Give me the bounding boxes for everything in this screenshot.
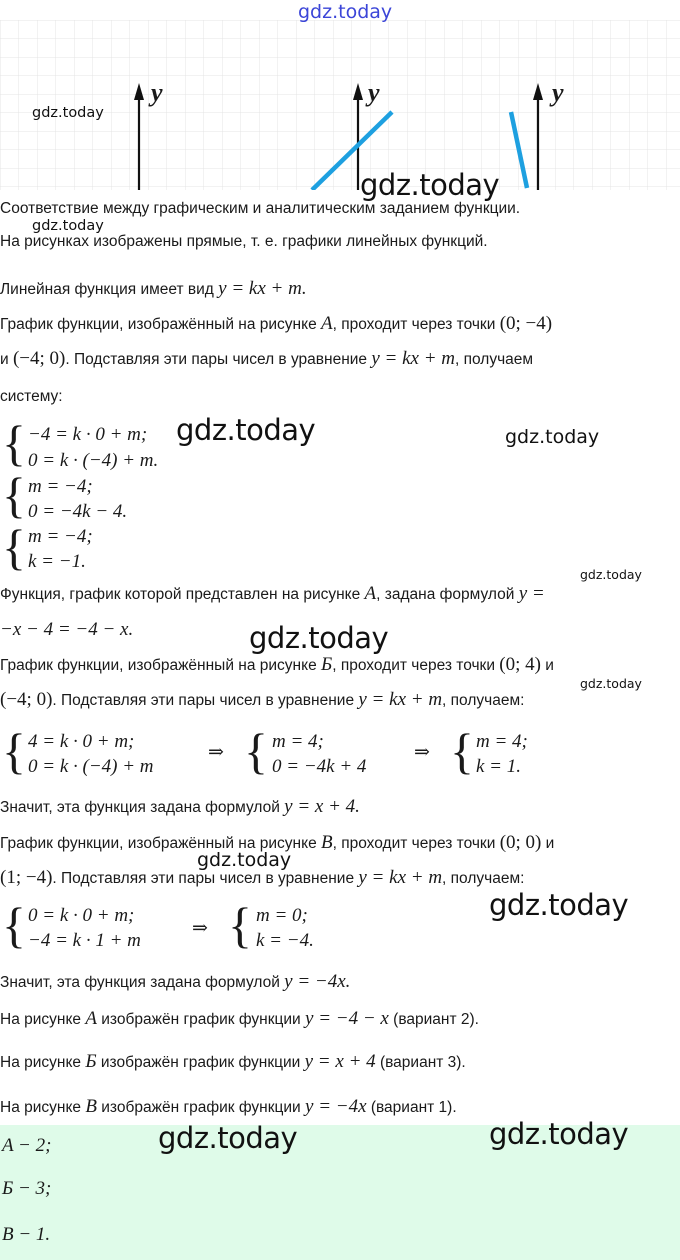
system-a-row: −4 = k · 0 + m; [28,424,148,445]
watermark: gdz.today [158,1121,298,1155]
implies-arrow: ⇒ [208,742,224,763]
system-b-row: 4 = k · 0 + m; [28,731,135,752]
brace: { [450,723,474,779]
text-line: Значит, эта функция задана формулой y = −4x. [0,971,351,992]
system-b-row: k = 1. [476,756,522,777]
text-line: График функции, изображённый на рисунке A, проходит через точки (0; −4) [0,313,553,334]
text-line: Линейная функция имеет вид y = kx + m. [0,278,307,299]
watermark: gdz.today [197,849,292,871]
watermark: gdz.today [580,567,642,582]
system-a-row: 0 = k · (−4) + m. [28,450,159,471]
brace: { [2,723,26,779]
text-line: −x − 4 = −4 − x. [0,619,134,640]
text-line: (−4; 0). Подставляя эти пары чисел в уравнение y = kx + m, получаем: [0,689,525,710]
system-c-row: 0 = k · 0 + m; [28,905,135,926]
text-line: Функция, график которой представлен на рисунке A, задана формулой y = [0,583,545,604]
implies-arrow: ⇒ [414,742,430,763]
watermark: gdz.today [505,426,600,448]
text-line: На рисунке B изображён график функции y = −4x (вариант 1). [0,1096,457,1117]
system-c-row: m = 0; [256,905,308,926]
watermark: gdz.today [249,621,389,655]
text-line: На рисунке A изображён график функции y = −4 − x (вариант 2). [0,1008,479,1029]
answer-line: A − 2; [2,1135,52,1156]
text-line: График функции, изображённый на рисунке Б, проходит через точки (0; 4) и [0,654,554,675]
implies-arrow: ⇒ [192,918,208,939]
axis-a-label: y [151,78,163,107]
brace: { [244,723,268,779]
text-line: Значит, эта функция задана формулой y = x + 4. [0,796,360,817]
brace: { [2,519,26,575]
system-c-row: −4 = k · 1 + m [28,930,141,951]
system-a-row: k = −1. [28,551,86,572]
system-b-row: 0 = −4k + 4 [272,756,367,777]
watermark: gdz.today [32,218,104,234]
text-line: На рисунках изображены прямые, т. е. графики линейных функций. [0,233,488,250]
watermark: gdz.today [176,413,316,447]
system-c-row: k = −4. [256,930,314,951]
system-a-row: m = −4; [28,526,93,547]
answer-line: B − 1. [2,1224,51,1245]
system-b-row: m = 4; [272,731,324,752]
answer-line: Б − 3; [2,1178,52,1199]
heading-line: Соответствие между графическим и аналитическим заданием функции. [0,200,521,217]
text-line: На рисунке Б изображён график функции y = x + 4 (вариант 3). [0,1051,466,1072]
text-line: и (−4; 0). Подставляя эти пары чисел в уравнение y = kx + m, получаем [0,348,534,369]
answer-box [0,1117,680,1260]
system-b-row: 0 = k · (−4) + m [28,756,154,777]
brace: { [228,897,252,953]
watermark: gdz.today [360,168,500,202]
system-a-row: 0 = −4k − 4. [28,501,128,522]
watermark-top: gdz.today [298,1,393,23]
axis-b-label: y [368,78,380,107]
text-line: График функции, изображённый на рисунке B, проходит через точки (0; 0) и [0,832,555,853]
system-a-row: m = −4; [28,476,93,497]
axis-v-label: y [552,78,564,107]
brace: { [2,467,26,523]
brace: { [2,897,26,953]
text-line: (1; −4). Подставляя эти пары чисел в уравнение y = kx + m, получаем: [0,867,525,888]
watermark: gdz.today [580,676,642,691]
watermark: gdz.today [32,105,104,121]
system-b-row: m = 4; [476,731,528,752]
text-line: систему: [0,388,63,405]
watermark: gdz.today [489,888,629,922]
watermark: gdz.today [489,1117,629,1151]
brace: { [2,415,26,471]
